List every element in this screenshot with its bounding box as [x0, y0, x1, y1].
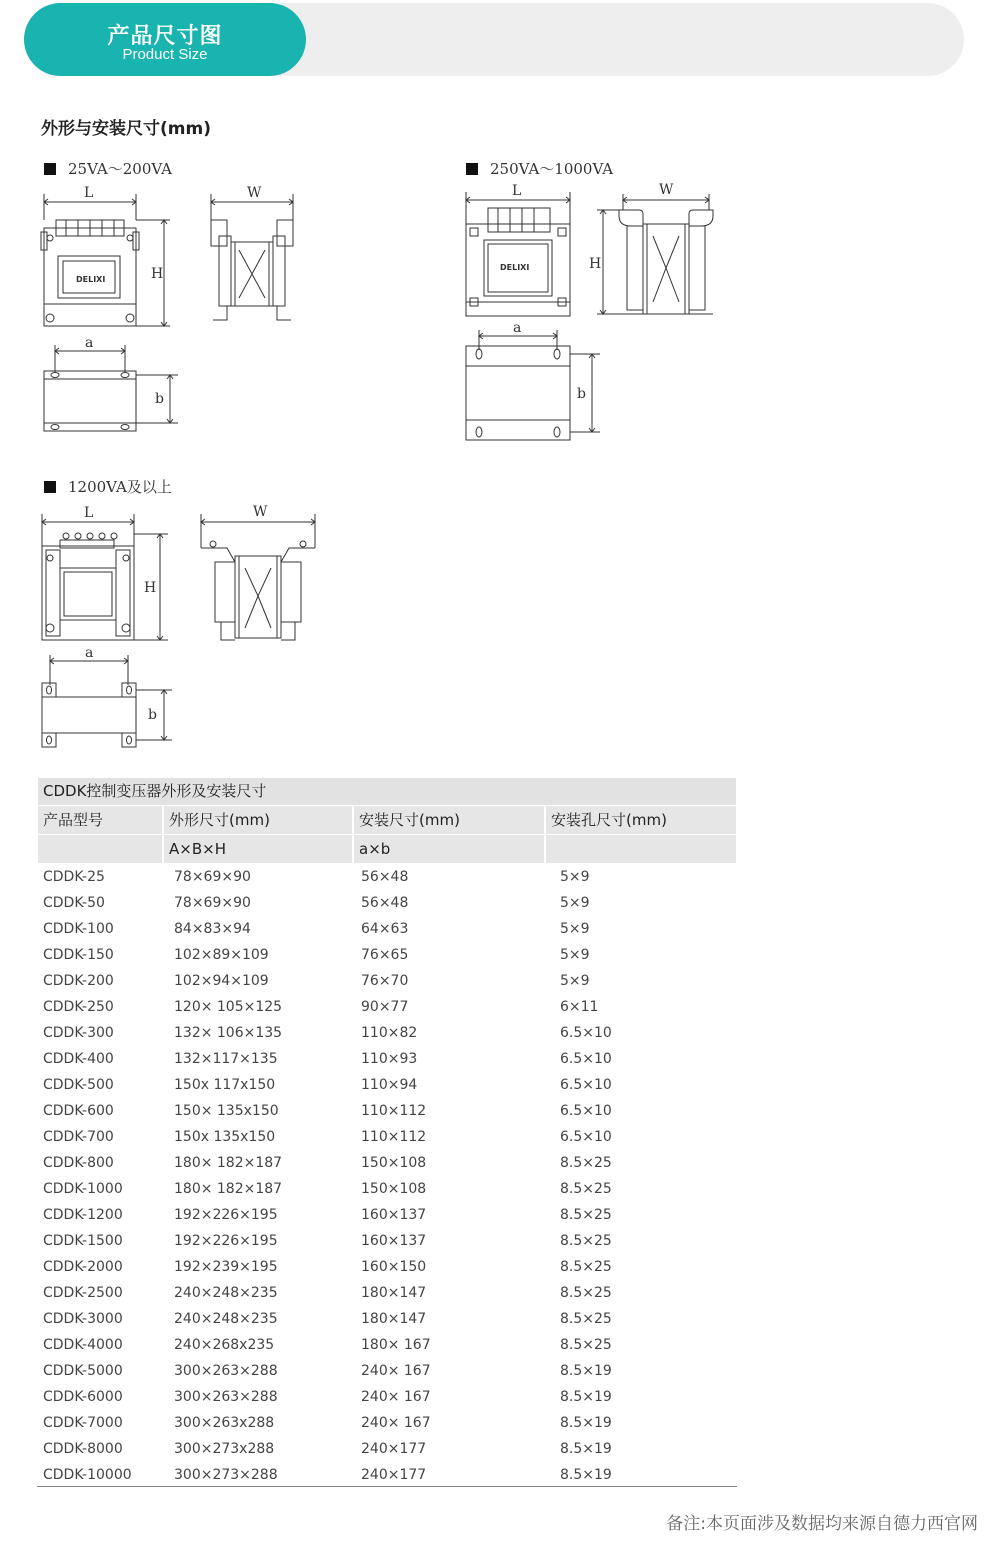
table-row — [38, 1306, 736, 1332]
table-row — [38, 890, 736, 916]
cell-model: CDDK-25 — [43, 869, 105, 885]
dim-a: a — [85, 645, 94, 661]
cell-mount-size: 160×150 — [361, 1259, 427, 1275]
header-title-en: Product Size — [122, 46, 208, 63]
cell-hole-size: 8.5×25 — [560, 1311, 612, 1327]
brand-logo: DELIXI — [500, 263, 530, 272]
cell-mount-size: 180×147 — [361, 1311, 427, 1327]
cell-model: CDDK-50 — [43, 895, 105, 911]
header-hole-size: 安装孔尺寸(mm) — [551, 811, 667, 829]
group2-bottom-view — [460, 320, 605, 445]
header-title-cn: 产品尺寸图 — [107, 24, 223, 49]
table-row — [38, 968, 736, 994]
table-row — [38, 994, 736, 1020]
cell-mount-size: 110×112 — [361, 1103, 427, 1119]
cell-mount-size: 76×70 — [361, 973, 409, 989]
cell-hole-size: 6.5×10 — [560, 1025, 612, 1041]
table-subheader-row — [38, 835, 736, 863]
cell-outline-size: 132× 106×135 — [174, 1025, 283, 1041]
cell-mount-size: 240× 167 — [361, 1389, 431, 1405]
header-mount-size: 安装尺寸(mm) — [354, 806, 546, 834]
cell-model: CDDK-4000 — [43, 1337, 123, 1353]
cell-outline-size: 102×94×109 — [174, 973, 269, 989]
cell-model: CDDK-400 — [43, 1051, 114, 1067]
group1-side-view — [205, 180, 300, 330]
cell-hole-size: 8.5×25 — [560, 1181, 612, 1197]
cell-hole-size: 5×9 — [560, 973, 590, 989]
table-bottom-rule — [37, 1486, 737, 1487]
cell-hole-size: 5×9 — [560, 921, 590, 937]
cell-outline-size: 120× 105×125 — [174, 999, 283, 1015]
subheader-hole-size — [546, 835, 736, 863]
table-row — [38, 1332, 736, 1358]
cell-hole-size: 6.5×10 — [560, 1077, 612, 1093]
cell-outline-size: 84×83×94 — [174, 921, 251, 937]
cell-outline-size: 192×226×195 — [174, 1233, 278, 1249]
brand-logo: DELIXI — [76, 275, 106, 284]
dim-a: a — [513, 320, 522, 336]
dim-H: H — [151, 266, 164, 282]
table-row — [38, 1150, 736, 1176]
cell-hole-size: 8.5×25 — [560, 1155, 612, 1171]
table-row — [38, 1228, 736, 1254]
cell-hole-size: 5×9 — [560, 895, 590, 911]
cell-outline-size: 240×248×235 — [174, 1311, 278, 1327]
cell-outline-size: 150x 117x150 — [174, 1077, 276, 1093]
cell-outline-size: 300×273×288 — [174, 1467, 278, 1483]
cell-mount-size: 240× 167 — [361, 1363, 431, 1379]
cell-outline-size: 192×226×195 — [174, 1207, 278, 1223]
cell-mount-size: 76×65 — [361, 947, 409, 963]
cell-hole-size: 6×11 — [560, 999, 599, 1015]
header-outline-size: 外形尺寸(mm) — [164, 806, 354, 834]
table-row — [38, 1046, 736, 1072]
cell-hole-size: 6.5×10 — [560, 1103, 612, 1119]
subheader-model — [38, 835, 164, 863]
cell-model: CDDK-150 — [43, 947, 114, 963]
group2-side-view — [583, 180, 723, 325]
cell-model: CDDK-2000 — [43, 1259, 123, 1275]
dim-L: L — [512, 183, 522, 199]
cell-model: CDDK-8000 — [43, 1441, 123, 1457]
cell-mount-size: 110×94 — [361, 1077, 418, 1093]
cell-model: CDDK-200 — [43, 973, 114, 989]
dim-H: H — [144, 580, 157, 596]
cell-outline-size: 180× 182×187 — [174, 1155, 283, 1171]
cell-outline-size: 78×69×90 — [174, 895, 251, 911]
table-row — [38, 1098, 736, 1124]
cell-model: CDDK-300 — [43, 1025, 114, 1041]
cell-outline-size: 102×89×109 — [174, 947, 269, 963]
table-row — [38, 916, 736, 942]
section-title: 外形与安装尺寸(mm) — [41, 119, 211, 139]
cell-outline-size: 300×263x288 — [174, 1415, 275, 1431]
cell-mount-size: 110×82 — [361, 1025, 418, 1041]
cell-mount-size: 56×48 — [361, 869, 409, 885]
cell-hole-size: 5×9 — [560, 869, 590, 885]
cell-mount-size: 90×77 — [361, 999, 409, 1015]
cell-outline-size: 150x 135x150 — [174, 1129, 276, 1145]
subheader-outline-size: A×B×H — [164, 835, 354, 863]
cell-mount-size: 110×93 — [361, 1051, 418, 1067]
table-body — [38, 864, 736, 1488]
cell-hole-size: 8.5×19 — [560, 1415, 612, 1431]
table-row — [38, 1410, 736, 1436]
group1-front-view — [38, 180, 178, 330]
cell-hole-size: 8.5×25 — [560, 1285, 612, 1301]
cell-mount-size: 240×177 — [361, 1467, 427, 1483]
table-row — [38, 1202, 736, 1228]
group3-side-view — [195, 500, 320, 645]
table-row — [38, 942, 736, 968]
cell-outline-size: 240×268x235 — [174, 1337, 275, 1353]
cell-model: CDDK-1500 — [43, 1233, 123, 1249]
cell-hole-size: 8.5×25 — [560, 1233, 612, 1249]
cell-mount-size: 160×137 — [361, 1233, 427, 1249]
subheader-mount-size: a×b — [354, 835, 546, 863]
table-title: CDDK控制变压器外形及安装尺寸 — [38, 778, 736, 805]
dim-H: H — [589, 256, 602, 272]
cell-hole-size: 6.5×10 — [560, 1051, 612, 1067]
table-row — [38, 1436, 736, 1462]
square-bullet-icon — [44, 163, 56, 175]
cell-mount-size: 150×108 — [361, 1181, 427, 1197]
cell-model: CDDK-3000 — [43, 1311, 123, 1327]
square-bullet-icon — [466, 163, 478, 175]
table-row — [38, 1280, 736, 1306]
table-row — [38, 1176, 736, 1202]
cell-outline-size: 300×273x288 — [174, 1441, 275, 1457]
group3-front-view — [36, 500, 181, 645]
cell-mount-size: 110×112 — [361, 1129, 427, 1145]
cell-model: CDDK-250 — [43, 999, 114, 1015]
cell-model: CDDK-500 — [43, 1077, 114, 1093]
cell-outline-size: 300×263×288 — [174, 1389, 278, 1405]
cell-model: CDDK-700 — [43, 1129, 114, 1145]
cell-outline-size: 132×117×135 — [174, 1051, 278, 1067]
cell-outline-size: 300×263×288 — [174, 1363, 278, 1379]
cell-outline-size: 192×239×195 — [174, 1259, 278, 1275]
cell-model: CDDK-5000 — [43, 1363, 123, 1379]
cell-model: CDDK-600 — [43, 1103, 114, 1119]
dim-W: W — [253, 504, 268, 520]
cell-mount-size: 64×63 — [361, 921, 409, 937]
cell-hole-size: 8.5×25 — [560, 1207, 612, 1223]
cell-hole-size: 8.5×19 — [560, 1441, 612, 1457]
cell-mount-size: 180×147 — [361, 1285, 427, 1301]
table-row — [38, 864, 736, 890]
cell-model: CDDK-1000 — [43, 1181, 123, 1197]
table-row — [38, 1254, 736, 1280]
dim-L: L — [84, 185, 94, 201]
cell-hole-size: 8.5×19 — [560, 1467, 612, 1483]
cell-hole-size: 8.5×25 — [560, 1259, 612, 1275]
group3-bottom-view — [36, 645, 181, 750]
cell-model: CDDK-800 — [43, 1155, 114, 1171]
cell-outline-size: 240×248×235 — [174, 1285, 278, 1301]
cell-outline-size: 78×69×90 — [174, 869, 251, 885]
table-row — [38, 1124, 736, 1150]
dim-b: b — [155, 391, 164, 407]
cell-mount-size: 160×137 — [361, 1207, 427, 1223]
cell-model: CDDK-1200 — [43, 1207, 123, 1223]
cell-model: CDDK-7000 — [43, 1415, 123, 1431]
dim-W: W — [659, 182, 674, 198]
cell-model: CDDK-100 — [43, 921, 114, 937]
cell-mount-size: 56×48 — [361, 895, 409, 911]
table-header-row — [38, 806, 736, 834]
cell-model: CDDK-2500 — [43, 1285, 123, 1301]
group1-label: 25VA～200VA — [44, 158, 172, 179]
cell-hole-size: 8.5×25 — [560, 1337, 612, 1353]
cell-outline-size: 180× 182×187 — [174, 1181, 283, 1197]
table-row — [38, 1358, 736, 1384]
table-row — [38, 1020, 736, 1046]
group1-bottom-view — [38, 335, 183, 435]
cell-mount-size: 240× 167 — [361, 1415, 431, 1431]
cell-model: CDDK-10000 — [43, 1467, 132, 1483]
cell-outline-size: 150× 135x150 — [174, 1103, 279, 1119]
header-model: 产品型号 — [38, 806, 164, 834]
dim-b: b — [148, 707, 157, 723]
table-row — [38, 1072, 736, 1098]
square-bullet-icon — [44, 481, 56, 493]
table-row — [38, 1462, 736, 1488]
cell-hole-size: 6.5×10 — [560, 1129, 612, 1145]
cell-hole-size: 8.5×19 — [560, 1363, 612, 1379]
dim-a: a — [85, 335, 94, 351]
group3-label: 1200VA及以上 — [44, 476, 172, 497]
cell-hole-size: 8.5×19 — [560, 1389, 612, 1405]
dim-L: L — [84, 505, 94, 521]
cell-hole-size: 5×9 — [560, 947, 590, 963]
cell-model: CDDK-6000 — [43, 1389, 123, 1405]
cell-mount-size: 150×108 — [361, 1155, 427, 1171]
group2-label: 250VA～1000VA — [466, 158, 613, 179]
spec-table — [38, 806, 736, 1488]
dim-b: b — [577, 386, 586, 402]
cell-mount-size: 240×177 — [361, 1441, 427, 1457]
cell-mount-size: 180× 167 — [361, 1337, 431, 1353]
header-badge — [24, 3, 306, 76]
footnote: 备注:本页面涉及数据均来源自德力西官网 — [666, 1514, 978, 1534]
dim-W: W — [247, 185, 262, 201]
table-row — [38, 1384, 736, 1410]
